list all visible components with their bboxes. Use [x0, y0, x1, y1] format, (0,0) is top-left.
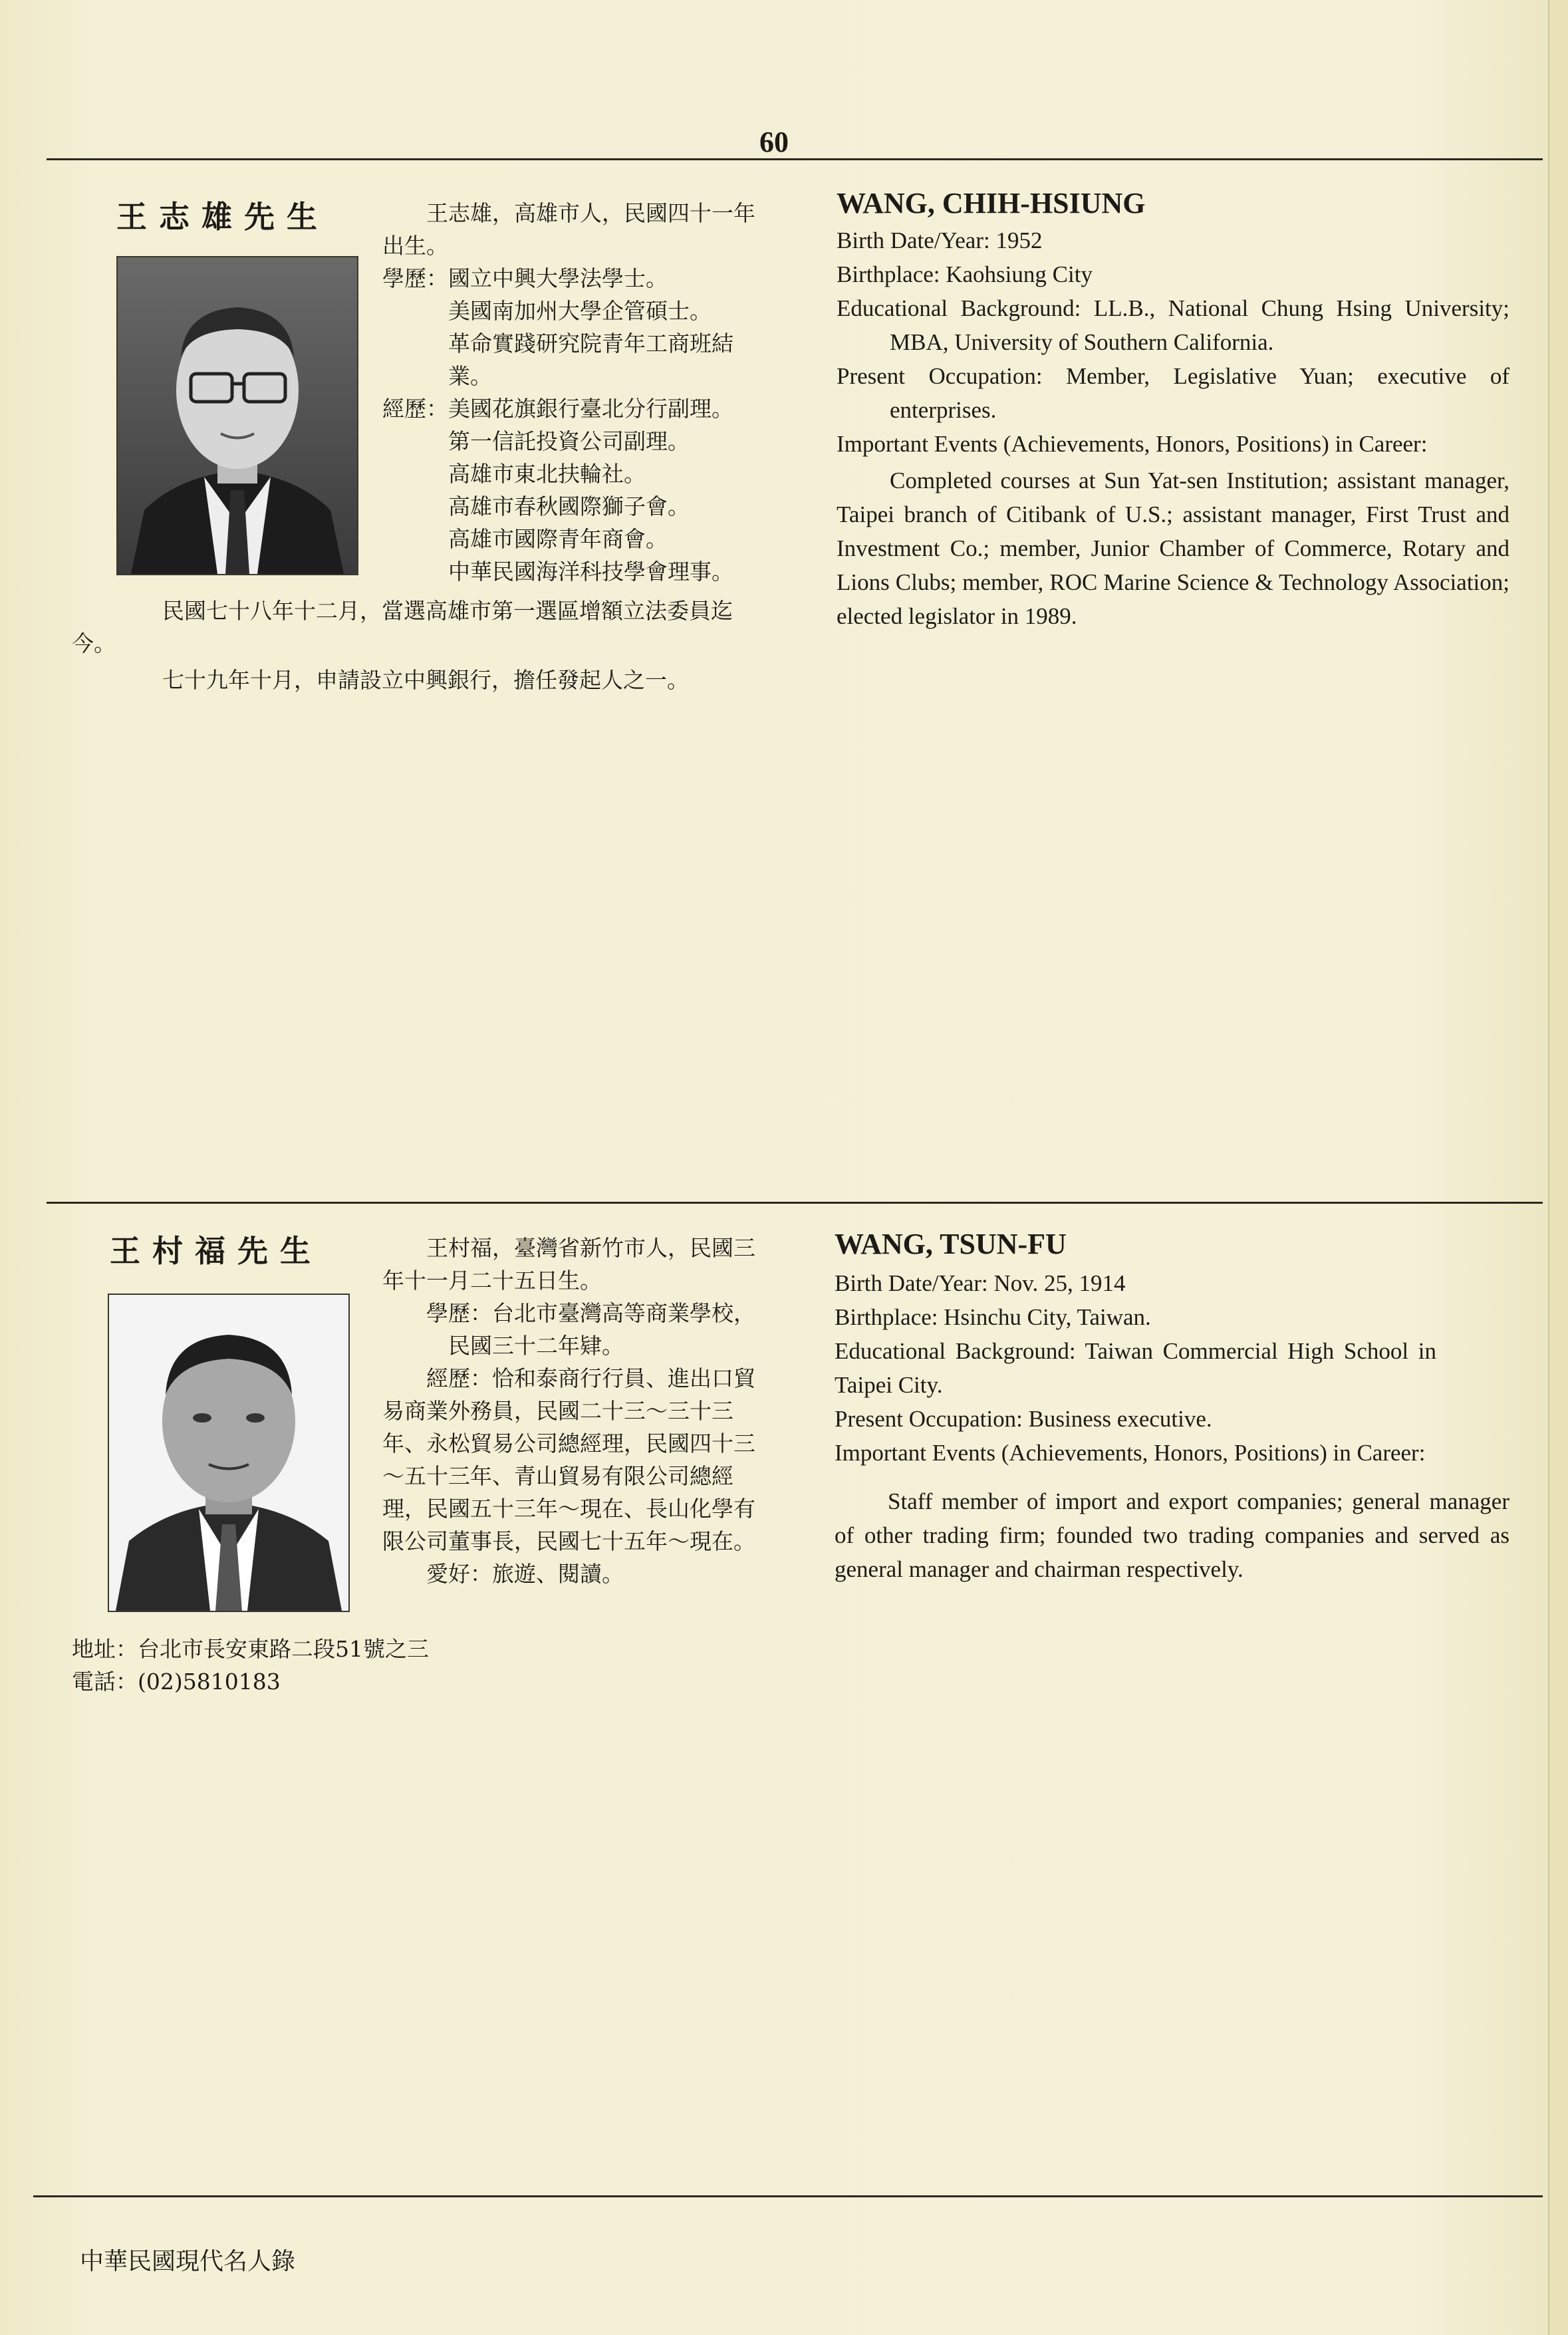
- entry1-cn-edu-1: 美國南加州大學企管碩士。: [448, 298, 712, 324]
- entry2-en-paragraph: Staff member of import and export companies; general manager of other trading firm; founded two trading companies and served as general manager and chairman respectively.: [835, 1488, 1509, 1582]
- entry2-en-birthplace: Birthplace: Hsinchu City, Taiwan.: [835, 1304, 1151, 1330]
- footer-book-title: 中華民國現代名人錄: [80, 2248, 296, 2275]
- bleed-through-texture: [838, 718, 1516, 1144]
- entry2-cn-edu: 台北市臺灣高等商業學校，民國三十二年肄。: [448, 1300, 755, 1359]
- entry2-portrait-photo: [108, 1294, 350, 1612]
- entry1-cn-para2: 七十九年十月，申請設立中興銀行，擔任發起人之一。: [162, 667, 689, 693]
- entry2-english-name: WANG, TSUN-FU: [835, 1228, 1067, 1260]
- entry1-cn-education: [382, 262, 768, 295]
- entry2-cn-intro: 王村福，臺灣省新竹市人，民國三年十一月二十五日生。: [382, 1235, 755, 1294]
- entry2-cn-hobby-label: 愛好：: [426, 1561, 492, 1587]
- entry2-en-education: Educational Background: Taiwan Commercial High School in Taipei City.: [835, 1338, 1436, 1398]
- page-number: 60: [759, 126, 789, 158]
- entry1-chinese-bio: [382, 197, 768, 588]
- entry2-chinese-name: 王村福先生: [110, 1233, 323, 1269]
- entry2-cn-exp-label: 經歷：: [426, 1365, 492, 1391]
- entry2-contact: [72, 1633, 670, 1698]
- entry1-portrait-photo: [116, 256, 358, 575]
- entry1-cn-edu-2: 革命實踐研究院青年工商班結業。: [448, 331, 733, 389]
- entry1-cn-exp-5: 中華民國海洋科技學會理事。: [448, 559, 733, 585]
- entry1-en-birthplace: Birthplace: Kaohsiung City: [837, 261, 1093, 287]
- entry1-cn-exp-2: 高雄市東北扶輪社。: [448, 461, 646, 487]
- entry1-cn-exp-0: 美國花旗銀行臺北分行副理。: [448, 396, 733, 422]
- portrait-man-glasses: [118, 257, 357, 574]
- portrait-man-suit: [109, 1295, 348, 1611]
- middle-rule: [47, 1202, 1543, 1204]
- top-rule: [47, 158, 1543, 160]
- entry1-en-paragraph: Completed courses at Sun Yat-sen Institution; assistant manager, Taipei branch of Citibank of U.S.; assistant manager, First Trust and Investment Co.; member, Junior Chamber of Commerce, Rotary and Lions Clubs; member, ROC Marine Science & Technology Association; elected legislator in 1989.: [837, 468, 1509, 629]
- page-edge: [1548, 0, 1568, 2335]
- entry1-cn-exp-label: 經歷：: [382, 396, 448, 422]
- entry2-cn-experience: [382, 1362, 775, 1558]
- entry2-en-occupation: Present Occupation: Business executive.: [835, 1406, 1212, 1432]
- entry1-cn-exp-3: 高雄市春秋國際獅子會。: [448, 493, 690, 519]
- entry2-cn-hobby: [382, 1558, 775, 1590]
- entry2-cn-education: [382, 1297, 775, 1362]
- entry2-english-bio: [835, 1266, 1509, 1586]
- entry1-cn-experience: [382, 392, 768, 425]
- entry2-cn-phone: 電話：(02)5810183: [72, 1669, 281, 1695]
- entry1-cn-edu-0: 國立中興大學法學士。: [448, 265, 668, 291]
- entry1-cn-exp-4: 高雄市國際青年商會。: [448, 526, 668, 552]
- entry1-en-birth: Birth Date/Year: 1952: [837, 227, 1043, 253]
- entry1-cn-exp-1: 第一信託投資公司副理。: [448, 428, 690, 454]
- entry2-cn-exp: 恰和泰商行行員、進出口貿易商業外務員，民國二十三～三十三年、永松貿易公司總經理，民國四十三～五十三年、青山貿易有限公司總經理，民國五十三年～現在、長山化學有限公司董事長，民國七十五年～現在。: [382, 1365, 755, 1554]
- bottom-rule: [33, 2195, 1543, 2197]
- entry1-cn-edu-label: 學歷：: [382, 265, 448, 291]
- entry1-chinese-name: 王志雄先生: [116, 199, 329, 235]
- entry2-cn-hobby: 旅遊、閱讀。: [492, 1561, 624, 1587]
- entry1-english-name: WANG, CHIH-HSIUNG: [837, 187, 1146, 219]
- entry1-en-events-label: Important Events (Achievements, Honors, Positions) in Career:: [837, 431, 1428, 457]
- entry2-chinese-bio: [382, 1232, 775, 1590]
- entry1-english-bio: [837, 223, 1509, 633]
- entry2-en-events-label: Important Events (Achievements, Honors, Positions) in Career:: [835, 1440, 1426, 1466]
- entry1-chinese-paragraphs: [72, 595, 770, 696]
- entry2-cn-edu-label: 學歷：: [426, 1300, 492, 1326]
- entry1-en-occupation: Present Occupation: Member, Legislative Yuan; executive of enterprises.: [837, 363, 1509, 423]
- entry2-en-birth: Birth Date/Year: Nov. 25, 1914: [835, 1270, 1126, 1296]
- entry1-en-education: Educational Background: LL.B., National Chung Hsing University; MBA, University of Southern California.: [837, 295, 1509, 355]
- entry2-cn-address: 地址：台北市長安東路二段51號之三: [72, 1636, 429, 1662]
- entry1-cn-intro: 王志雄，高雄市人，民國四十一年出生。: [382, 200, 755, 259]
- entry1-cn-para1: 民國七十八年十二月，當選高雄市第一選區增額立法委員迄今。: [72, 598, 733, 656]
